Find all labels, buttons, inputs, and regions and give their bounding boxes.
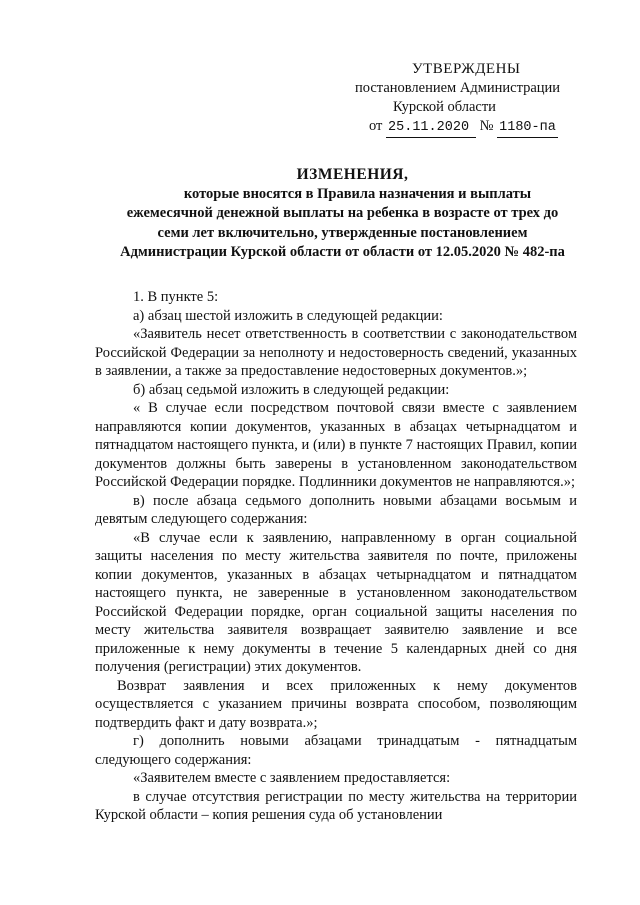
approval-date-line (355, 117, 595, 138)
paragraph: в) после абзаца седьмого дополнить новыми абзацами восьмым и девятым следующего содержания: (95, 492, 577, 527)
title-main: ИЗМЕНЕНИЯ, (296, 166, 409, 183)
approval-region: Курской области (393, 99, 496, 115)
paragraph: «Заявителем вместе с заявлением предоставляется: (133, 770, 451, 786)
document-body (95, 288, 577, 825)
approval-block (355, 60, 595, 138)
title-line: семи лет включительно, утвержденные постановлением (157, 224, 528, 241)
number-prefix: № (479, 118, 494, 134)
approval-authority: постановлением Администрации (355, 80, 561, 96)
document-title (95, 165, 590, 263)
paragraph: б) абзац седьмой изложить в следующей редакции: (133, 381, 450, 398)
paragraph: 1. В пункте 5: (133, 289, 219, 305)
paragraph: Возврат заявления и всех приложенных к нему документов осуществляется с указанием причины возврата способом, позволяющим подтвердить факт и дату возврата.»; (95, 677, 577, 731)
paragraph: г) дополнить новыми абзацами тринадцатым - пятнадцатым следующего содержания: (95, 733, 577, 768)
paragraph: а) абзац шестой изложить в следующей редакции: (133, 307, 443, 324)
title-line: которые вносятся в Правила назначения и выплаты (183, 185, 532, 202)
paragraph: « В случае если посредством почтовой связи вместе с заявлением направляются копии документов, указанных в абзацах четырнадцатом и пятнадцатом настоящего пункта, и (или) в пункте 7 настоящих Правил, копии документов должны быть заверены в установленном законодательством Российской Федерации порядке. Подлинники документов не направляются.»; (95, 400, 577, 490)
approval-date: 25.11.2020 (386, 118, 476, 138)
title-line: Администрации Курской области от области от 12.05.2020 № 482-па (120, 244, 565, 260)
date-prefix: от (369, 118, 383, 134)
paragraph: в случае отсутствия регистрации по месту жительства на территории Курской области – копия решения суда об установлении (95, 788, 577, 823)
paragraph: «Заявитель несет ответственность в соответствии с законодательством Российской Федерации за неполноту и недостоверность сведений, указанных в заявлении, а также за предоставление недостоверных документов.»; (95, 326, 577, 379)
paragraph: «В случае если к заявлению, направленному в орган социальной защиты населения по месту жительства заявителя по почте, приложены копии документов, указанных в абзацах четырнадцатом и пятнадцатом настоящего пункта, не заверенные в установленном законодательством Российской Федерации порядке, орган социальной защиты населения по месту жительства заявителя возвращает заявителю заявление и все приложенные к нему документы в течение 5 календарных дней со дня получения (регистрации) этих документов. (95, 529, 577, 675)
approval-number: 1180-па (497, 118, 558, 138)
approval-heading: УТВЕРЖДЕНЫ (412, 61, 521, 77)
title-line: ежемесячной денежной выплаты на ребенка в возрасте от трех до (126, 205, 559, 221)
